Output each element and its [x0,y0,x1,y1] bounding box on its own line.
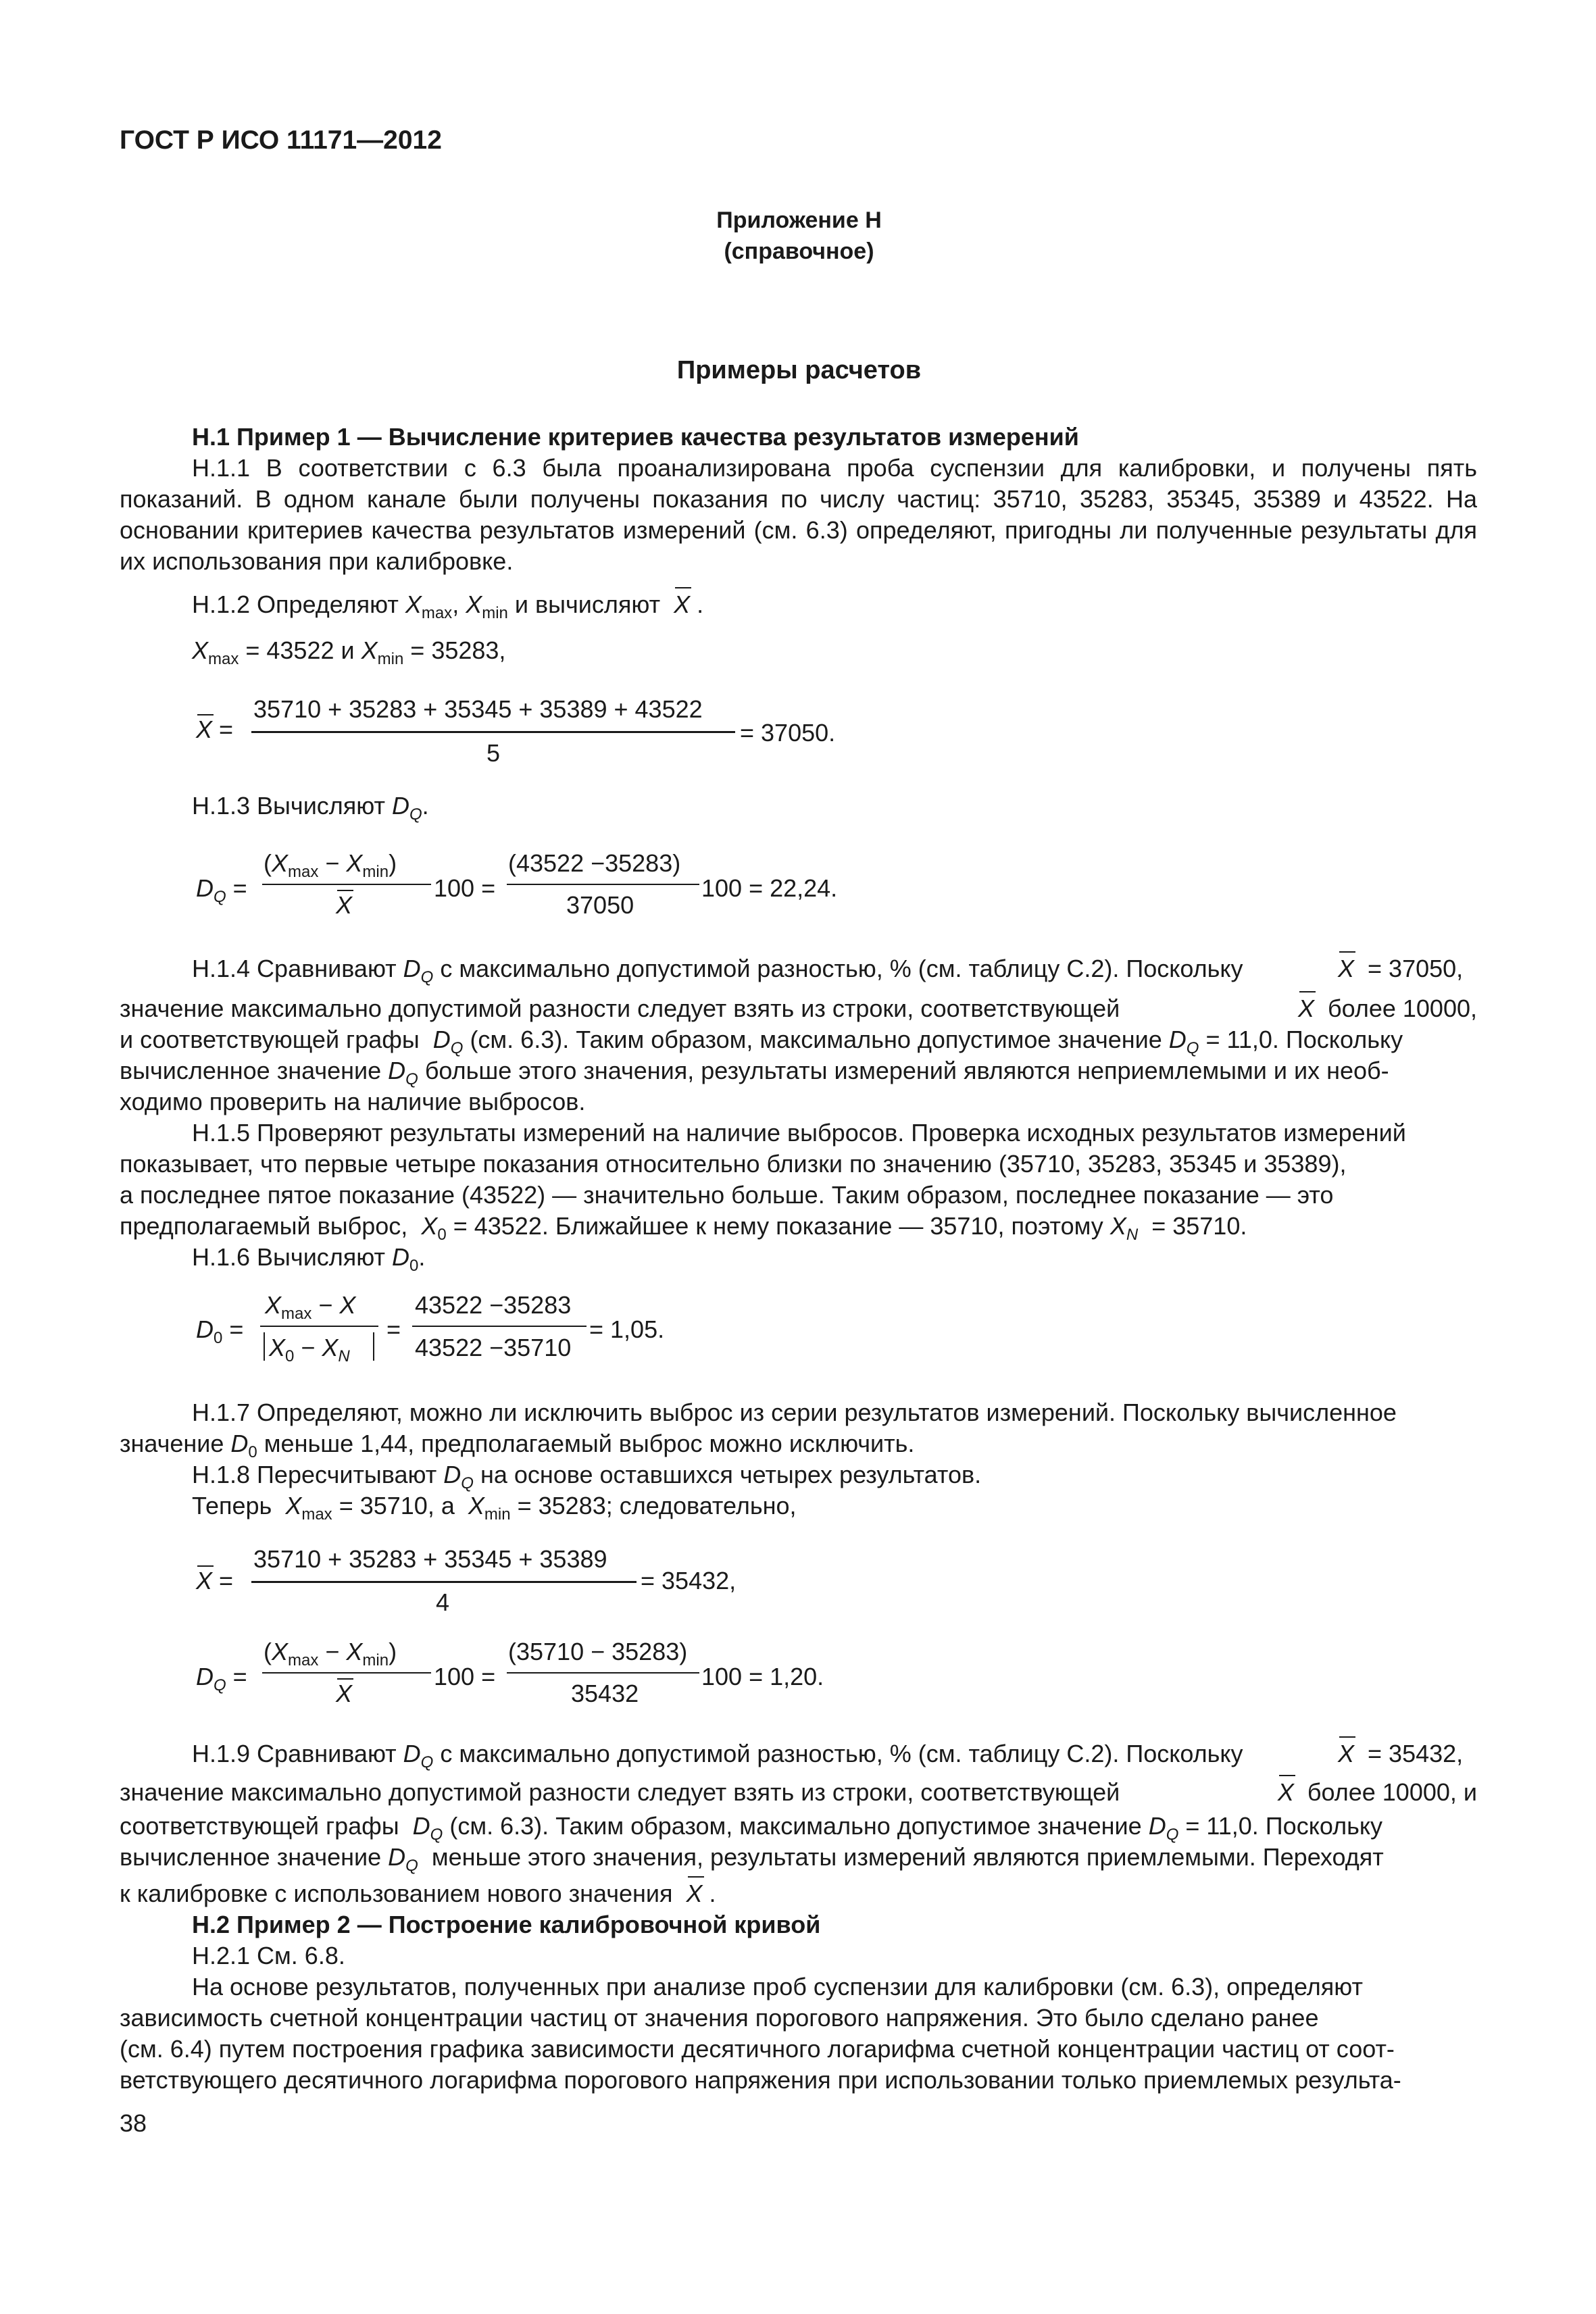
h114-line1-end: X = 37050, [1338,953,1463,984]
dq1-lhs: $D_Q$ = [196,874,247,906]
h114-line4: вычисленное значение $D_Q$ больше этого значения, результаты измерений являются неприемлемыми и их необ- [120,1057,1389,1088]
h115-line2: показывает, что первые четыре показания относительно близки по значению (35710, 35283, 35345 и 35389), [120,1150,1347,1178]
h114-line1: Н.1.4 Сравнивают $D_Q$ с максимально допустимой разностью, % (см. таблицу С.2). Поскольку [192,955,1243,986]
appendix-title: Приложение Н [716,207,882,233]
d0-lhs-numerator: $X_{max} - X$ [265,1291,356,1323]
d0-rhs-denominator: 43522 −35710 [415,1334,572,1361]
mean1-fraction-bar [251,731,735,733]
h2-text-line4: ветствующего десятичного логарифма порогового напряжения при использовании только приемлемых результа- [120,2066,1401,2094]
dq1-left-bar [262,884,431,885]
paragraph-h116: Н.1.6 Вычисляют $D_0$. [192,1243,426,1275]
d0-lhs: $D_0$ = [196,1315,244,1347]
mean2-denominator: 4 [436,1588,450,1616]
dq1-rhs-numerator: (43522 −35283) [508,849,681,877]
d0-lhs-denominator: $X_0 - X_N$ [269,1334,350,1365]
d0-left-bar [260,1326,378,1327]
h117-line1: Н.1.7 Определяют, можно ли исключить выброс из серии результатов измерений. Поскольку вычисленное [192,1399,1397,1426]
d0-result: = 1,05. [589,1315,665,1343]
mean2-result: = 35432, [641,1567,737,1594]
dq2-rhs-numerator: (35710 − 35283) [508,1638,688,1665]
d0-equals: = [386,1315,401,1343]
dq2-lhs-numerator: $(X_{max} - X_{min})$ [264,1638,397,1669]
xmax-line: $X_{max} = 43522$ и $X_{min} = 35283$, [192,636,506,668]
h2-text-line2: зависимость счетной концентрации частиц от значения порогового напряжения. Это было сделано ранее [120,2004,1319,2032]
h118-line2: Теперь $X_{max} = 35710$, а $X_{min} = 35283$; следовательно, [192,1492,797,1524]
h118-line1: Н.1.8 Пересчитывают $D_Q$ на основе оставшихся четырех результатов. [192,1461,982,1492]
h114-line5: ходимо проверить на наличие выбросов. [120,1088,586,1115]
d0-right-bar [412,1326,587,1327]
h119-line3: соответствующей графы $D_Q$ (см. 6.3). Таким образом, максимально допустимое значение $D_Q = 11,0$. Поскольку [120,1812,1382,1844]
h119-line2: значение максимально допустимой разности следует взять из строки, соответствующей X более 10000, и [120,1777,1477,1808]
mean2-numerator: 35710 + 35283 + 35345 + 35389 [253,1545,607,1573]
dq1-rhs-denominator: 37050 [566,891,634,919]
h114-line3: и соответствующей графы $D_Q$ (см. 6.3). Таким образом, максимально допустимое значение $D_Q = 11,0$. Поскольку [120,1026,1403,1057]
h2-text-line1: На основе результатов, полученных при анализе проб суспензии для калибровки (см. 6.3), определяют [192,1973,1363,2001]
page-number: 38 [120,2109,147,2137]
dq2-mult: 100 = [434,1663,496,1690]
h119-line4: вычисленное значение $D_Q$ меньше этого значения, результаты измерений являются приемлемыми. Переходят [120,1843,1384,1875]
paragraph-h113: Н.1.3 Вычисляют $D_Q$. [192,792,429,824]
h117-line2: значение $D_0$ меньше 1,44, предполагаемый выброс можно исключить. [120,1430,915,1461]
h114-line2: значение максимально допустимой разности следует взять из строки, соответствующей X более 10000, [120,993,1477,1024]
mean1-lhs: X = [196,715,234,743]
section-title: Примеры расчетов [676,356,922,384]
h115-line4: предполагаемый выброс, $X_0 = 43522$. Ближайшее к нему показание — 35710, поэтому $X_N = 35710$. [120,1212,1247,1244]
mean2-fraction-bar [251,1581,637,1583]
h119-line5: к калибровке с использованием нового значения X . [120,1878,716,1909]
h2-heading: Н.2 Пример 2 — Построение калибровочной кривой [192,1911,821,1938]
d0-rhs-numerator: 43522 −35283 [415,1291,572,1319]
d0-abs-left [264,1332,265,1361]
dq1-mult: 100 = [434,874,496,902]
h1-heading: Н.1 Пример 1 — Вычисление критериев качества результатов измерений [192,423,1079,451]
dq2-left-bar [262,1672,431,1674]
dq2-lhs-denominator: X [336,1680,353,1707]
mean1-result: = 37050. [740,719,836,747]
appendix-kind: (справочное) [724,238,874,264]
paragraph-h112: Н.1.2 Определяют $X_{max}$, $X_{min}$ и вычисляют X . [192,590,704,622]
dq1-lhs-numerator: $(X_{max} - X_{min})$ [264,849,397,881]
paragraph-h221: Н.2.1 См. 6.8. [192,1942,345,1969]
paragraph-h111: Н.1.1 В соответствии с 6.3 была проанализирована проба суспензии для калибровки, и получены пять показаний. В одном канале были получены показания по числу частиц: 35710, 35283, 35345, 35389 и 43522. На основании критериев качества результатов измерений (см. 6.3) определяют, пригодны ли полученные результаты для их использования при калибровке. [120,454,1477,575]
h2-text-line3: (см. 6.4) путем построения графика зависимости десятичного логарифма счетной концентрации частиц от соот- [120,2035,1395,2063]
mean1-denominator: 5 [487,739,501,767]
d0-abs-right [373,1332,374,1361]
h115-line1: Н.1.5 Проверяют результаты измерений на наличие выбросов. Проверка исходных результатов измерений [192,1119,1406,1147]
h115-line3: а последнее пятое показание (43522) — значительно больше. Таким образом, последнее показание — это [120,1181,1334,1209]
dq1-result: 100 = 22,24. [701,874,838,902]
h119-line1-end: X = 35432, [1338,1738,1463,1769]
dq2-rhs-denominator: 35432 [571,1680,639,1707]
h119-line1: Н.1.9 Сравнивают $D_Q$ с максимально допустимой разностью, % (см. таблицу С.2). Поскольку [192,1740,1243,1771]
dq1-lhs-denominator: X [336,891,353,919]
dq1-right-bar [507,884,699,885]
mean2-lhs: X = [196,1567,234,1594]
document-header: ГОСТ Р ИСО 11171—2012 [120,126,442,155]
mean1-numerator: 35710 + 35283 + 35345 + 35389 + 43522 [253,695,703,723]
dq2-right-bar [507,1672,699,1674]
dq2-lhs: $D_Q$ = [196,1663,247,1694]
dq2-result: 100 = 1,20. [701,1663,824,1690]
